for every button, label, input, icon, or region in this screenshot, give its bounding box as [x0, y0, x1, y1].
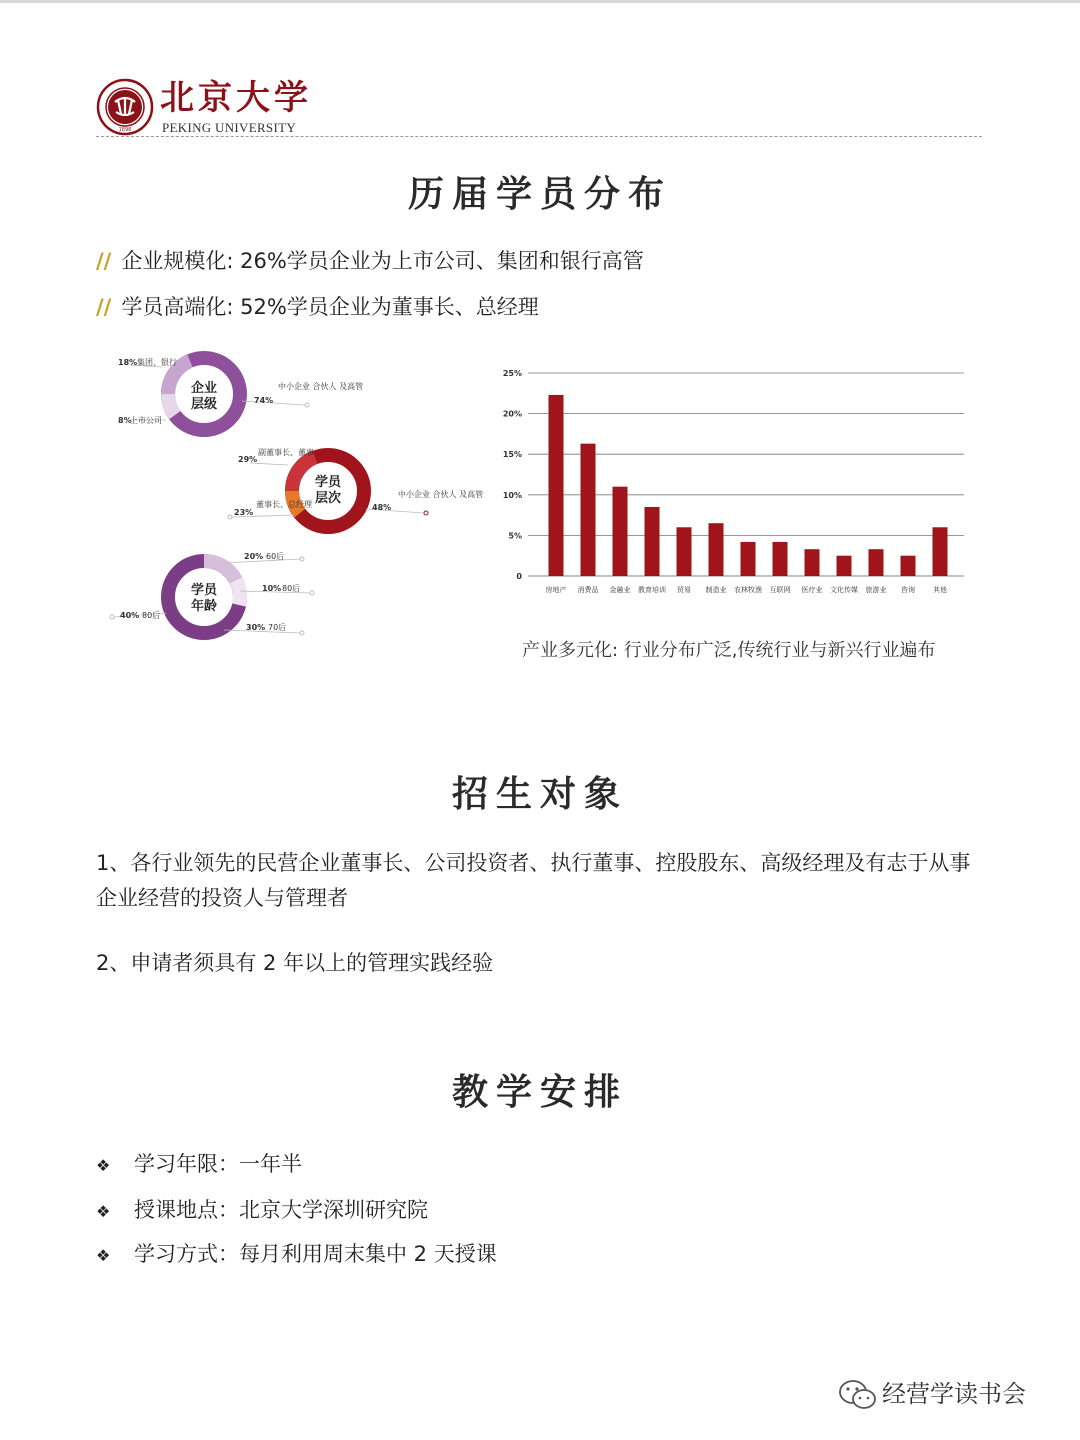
xtick-label: 农林牧渔: [734, 586, 762, 594]
section-title-teaching: 教学安排: [451, 1071, 628, 1113]
bar: [773, 542, 788, 576]
xtick-label: 教育培训: [638, 586, 666, 594]
bar: [709, 523, 724, 576]
bullet-text: 学员高端化: 52%学员企业为董事长、总经理: [121, 295, 539, 319]
donut-seg-label: 中小企业 合伙人 及高管: [278, 382, 364, 391]
top-border: [0, 0, 1080, 3]
donut-seg-label: 中小企业 合伙人 及高管: [398, 490, 484, 499]
slash-marker: //: [96, 249, 112, 273]
donut-pct: 10%: [262, 584, 282, 593]
ytick-label: 5%: [508, 531, 522, 541]
donut-student-level: [228, 447, 483, 527]
logo-english: PEKING UNIVERSITY: [162, 120, 297, 135]
xtick-label: 消费品: [577, 586, 599, 594]
donut-center-line1: 学员: [314, 475, 342, 490]
diamond-bullet-icon: ❖: [96, 1202, 111, 1221]
donut-seg-label: 上市公司: [130, 416, 162, 425]
bullet-enterprise-scale: [96, 245, 644, 275]
ytick-label: 15%: [502, 450, 522, 460]
bar: [645, 507, 660, 576]
donut-pct: 29%: [238, 455, 258, 464]
donut-center-line2: 层次: [314, 491, 342, 506]
teaching-item-text: 授课地点：北京大学深圳研究院: [134, 1198, 428, 1222]
donut-seg-label: 80后: [142, 611, 161, 620]
bar: [933, 527, 948, 576]
chart-caption: 产业多元化: 行业分布广泛,传统行业与新兴行业遍布: [522, 640, 936, 661]
ytick-label: 20%: [502, 409, 522, 419]
bullet-text: 企业规模化: 26%学员企业为上市公司、集团和银行高管: [121, 249, 644, 273]
watermark-text: 经营学读书会: [882, 1380, 1026, 1408]
donut-pct: 40%: [120, 611, 140, 620]
donut-segment-mid: [292, 457, 315, 491]
ytick-label: 0: [516, 572, 522, 581]
ytick-label: 10%: [502, 490, 522, 500]
bar: [805, 549, 820, 576]
bar: [613, 487, 628, 576]
xtick-label: 房地产: [545, 586, 567, 594]
university-seal-icon: [96, 78, 154, 136]
donut-seg-label: 集团、银行: [137, 358, 177, 367]
xtick-label: 其他: [933, 586, 947, 594]
chart-yticks: [503, 369, 523, 581]
wechat-icon: [838, 1378, 878, 1412]
section-title-distribution: 历届学员分布: [407, 173, 672, 215]
donut-seg-label: 80后: [282, 584, 301, 593]
donut-pct: 74%: [254, 396, 274, 405]
watermark: [838, 1374, 1026, 1414]
donut-pct: 18%: [118, 358, 138, 367]
donut-charts: [100, 345, 484, 645]
donut-seg-label: 副董事长、董事: [258, 448, 314, 457]
seal-year: 1898: [118, 127, 132, 133]
donut-enterprise-level: [118, 357, 363, 430]
xtick-label: 金融业: [609, 586, 631, 594]
header-divider: [96, 136, 982, 137]
donut-pct: 20%: [244, 552, 264, 561]
teaching-item-location: [96, 1194, 428, 1224]
diamond-bullet-icon: ❖: [96, 1246, 111, 1265]
donut-segment-pale: [236, 580, 240, 605]
donut-pct: 8%: [118, 416, 132, 425]
donut-pct: 48%: [372, 503, 392, 512]
xtick-label: 旅游业: [865, 586, 887, 594]
bar: [901, 556, 916, 576]
xtick-label: 贸易: [677, 586, 691, 594]
bar: [549, 395, 564, 576]
logo-chinese: 北京大学: [160, 78, 312, 118]
xtick-label: 医疗业: [801, 586, 823, 594]
diamond-bullet-icon: ❖: [96, 1156, 111, 1175]
bar: [741, 542, 756, 576]
slash-marker: //: [96, 295, 112, 319]
teaching-item-text: 学习方式：每月利用周末集中 2 天授课: [134, 1242, 497, 1266]
ytick-label: 25%: [502, 369, 522, 378]
bar: [869, 549, 884, 576]
xtick-label: 互联网: [769, 586, 791, 594]
industry-bar-chart: [500, 360, 970, 610]
donut-segment-pale: [168, 394, 175, 415]
chart-bars: [549, 395, 948, 576]
bar: [677, 527, 692, 576]
teaching-item-schedule: [96, 1238, 497, 1268]
xtick-label: 文化传媒: [830, 586, 858, 594]
xtick-label: 咨询: [901, 586, 915, 594]
donut-center-line1: 企业: [190, 381, 218, 396]
admission-item-2: 2、申请者须具有 2 年以上的管理实践经验: [96, 951, 494, 975]
donut-pct: 30%: [246, 623, 266, 632]
donut-seg-label: 60后: [266, 552, 285, 561]
bar: [837, 556, 852, 576]
bar: [581, 444, 596, 576]
teaching-item-text: 学习年限：一年半: [134, 1152, 302, 1176]
donut-pct: 23%: [234, 508, 254, 517]
donut-center-line2: 层级: [190, 397, 218, 412]
donut-student-age: [110, 551, 314, 635]
xtick-label: 制造业: [705, 586, 727, 594]
donut-center-line1: 学员: [190, 583, 218, 598]
chart-xlabels: [546, 585, 948, 594]
bullet-student-level: [96, 291, 539, 321]
donut-segment-light: [204, 561, 236, 580]
section-title-admission: 招生对象: [451, 773, 628, 815]
header: [96, 76, 982, 138]
donut-center-line2: 年龄: [190, 599, 218, 614]
donut-seg-label: 董事长、总经理: [256, 500, 312, 509]
donut-seg-label: 70后: [268, 623, 287, 632]
admission-item-1: 1、各行业领先的民营企业董事长、公司投资者、执行董事、控股股东、高级经理及有志于从事企业经营的投资人与管理者: [96, 851, 971, 910]
teaching-item-duration: [96, 1148, 302, 1178]
